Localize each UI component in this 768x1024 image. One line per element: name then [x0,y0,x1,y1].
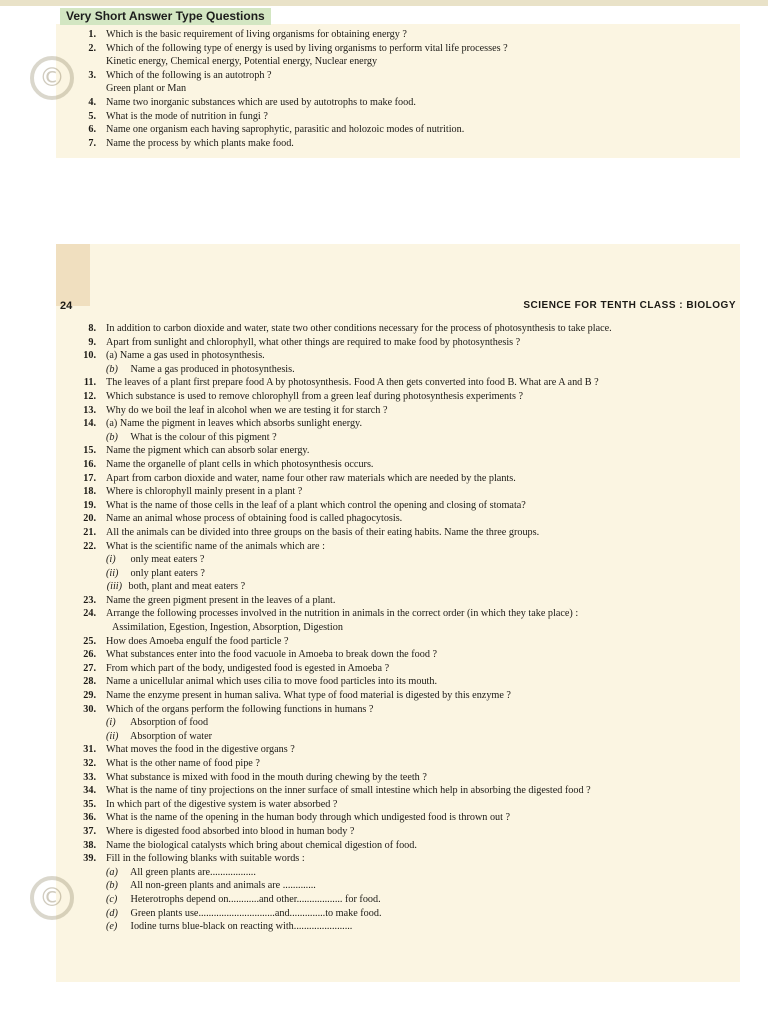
question-options: Assimilation, Egestion, Ingestion, Absorption, Digestion [112,622,343,634]
question-item [70,485,736,499]
question-number: 26. [83,649,96,661]
question-text: Which of the following type of energy is used by living organisms to perform vital life processes ? [106,42,508,54]
section-heading: Very Short Answer Type Questions [60,8,271,25]
question-text: (a) Name the pigment in leaves which absorbs sunlight energy. [106,418,363,430]
question-text: Name the pigment which can absorb solar energy. [106,445,310,457]
question-text: Where is digested food absorbed into blood in human body ? [106,825,355,837]
sub-question-text: only meat eaters ? [128,554,205,566]
question-number: 37. [83,825,96,837]
sub-question [70,730,736,744]
question-item [70,458,736,472]
very-short-question-list [70,28,736,150]
question-text: Name the biological catalysts which bring about chemical digestion of food. [106,839,417,851]
sub-question-label: (b) [106,880,118,892]
question-options: Green plant or Man [106,83,187,95]
question-number: 28. [83,676,96,688]
question-item [70,110,736,124]
question-text: What is the name of tiny projections on the inner surface of small intestine which help in absorbing the digested food ? [106,785,591,797]
sub-question-text: What is the colour of this pigment ? [128,431,277,443]
sub-question-label: (e) [106,921,118,933]
question-text: Name a unicellular animal which uses cilia to move food particles into its mouth. [106,676,438,688]
question-text: From which part of the body, undigested food is egested in Amoeba ? [106,662,390,674]
question-number: 1. [88,29,96,40]
question-item [70,662,736,676]
question-number: 38. [83,839,96,851]
sub-question-label: (b) [106,363,118,375]
question-item [70,798,736,812]
sub-question-text: both, plant and meat eaters ? [126,581,246,593]
question-item [70,404,736,418]
sub-question-text: Green plants use..............................and..............to make food. [128,907,382,919]
question-item [70,757,736,771]
question-text: Which of the following is an autotroph ? [106,69,272,81]
question-number: 27. [83,662,96,674]
question-number: 5. [88,110,96,122]
question-text: What is the other name of food pipe ? [106,758,260,769]
question-number: 19. [83,499,96,511]
question-text: What is the name of the opening in the human body through which undigested food is thrown out ? [106,812,511,824]
question-number: 9. [88,336,96,348]
sub-question [70,866,736,880]
sub-question-text: only plant eaters ? [128,567,205,579]
question-number: 22. [83,540,96,552]
question-text: In which part of the digestive system is water absorbed ? [106,798,338,810]
sub-question [70,431,736,445]
question-number: 33. [83,771,96,783]
question-list [70,322,736,934]
question-item [70,607,736,621]
scan-edge [0,0,768,6]
question-item [70,42,736,56]
sub-question-text: Iodine turns blue-black on reacting with....................... [128,921,353,933]
question-number: 18. [83,486,96,498]
question-item [70,648,736,662]
question-options: Kinetic energy, Chemical energy, Potential energy, Nuclear energy [106,56,378,68]
question-number: 25. [83,635,96,647]
question-item [70,349,736,363]
question-number: 17. [83,472,96,484]
sub-question-label: (i) [106,717,116,729]
sub-question-label: (ii) [106,567,119,579]
question-number: 32. [83,758,96,769]
question-item [70,28,736,42]
question-number: 15. [83,445,96,457]
question-text: Which of the organs perform the following functions in humans ? [106,703,374,715]
sub-question-label: (ii) [106,730,119,742]
page-gap [0,158,768,250]
sub-question-text: Absorption of food [128,717,209,729]
question-text: Arrange the following processes involved in the nutrition in animals in the correct order (in which they take place) : [106,608,579,620]
question-number: 8. [88,323,96,334]
question-number: 29. [83,690,96,702]
question-item [70,839,736,853]
question-text: Apart from carbon dioxide and water, name four other raw materials which are needed by the plants. [106,472,516,484]
sub-question [70,553,736,567]
question-text: Name the organelle of plant cells in which photosynthesis occurs. [106,458,374,470]
sub-question-label: (b) [106,431,118,443]
question-number: 35. [83,798,96,810]
question-item [70,703,736,717]
question-number: 21. [83,526,96,538]
question-item [70,852,736,866]
question-item [70,137,736,151]
question-item [70,689,736,703]
question-number: 7. [88,137,96,149]
question-item [70,96,736,110]
question-number: 23. [83,594,96,606]
sub-question [70,907,736,921]
sub-question-label: (a) [106,866,118,878]
question-number: 24. [83,608,96,620]
sub-question-text: All green plants are.................. [128,866,256,878]
question-text: The leaves of a plant first prepare food A by photosynthesis. Food A then gets converted into food B. What are A and B ? [106,377,599,389]
question-text: Where is chlorophyll mainly present in a plant ? [106,486,303,498]
question-text: Name the green pigment present in the leaves of a plant. [106,594,336,606]
question-text: Name two inorganic substances which are used by autotrophs to make food. [106,96,416,108]
question-number: 12. [83,390,96,402]
question-text: Name an animal whose process of obtaining food is called phagocytosis. [106,513,403,525]
sub-question [70,893,736,907]
question-item [70,322,736,336]
question-text: All the animals can be divided into three groups on the basis of their eating habits. Name the three groups. [106,526,540,538]
question-number: 16. [83,458,96,470]
question-text: Which is the basic requirement of living organisms for obtaining energy ? [106,29,407,40]
question-text: How does Amoeba engulf the food particle ? [106,635,289,647]
question-text: Which substance is used to remove chlorophyll from a green leaf during photosynthesis experiments ? [106,390,524,402]
question-item [70,69,736,83]
question-number: 39. [83,853,96,865]
question-number: 4. [88,96,96,108]
question-number: 2. [88,42,96,54]
question-item [70,635,736,649]
margin-tab [56,244,90,306]
sub-question [70,567,736,581]
question-item [70,540,736,554]
question-number: 13. [83,404,96,416]
question-number: 36. [83,812,96,824]
question-text: What substance is mixed with food in the mouth during chewing by the teeth ? [106,771,427,783]
question-text: Fill in the following blanks with suitable words : [106,853,305,865]
question-text: What is the scientific name of the animals which are : [106,540,325,552]
sub-question-label: (i) [106,554,116,566]
question-item [70,526,736,540]
question-item [70,376,736,390]
question-text: What is the mode of nutrition in fungi ? [106,110,268,122]
question-number: 10. [83,350,96,362]
question-number: 31. [83,744,96,756]
question-item [70,811,736,825]
question-text: (a) Name a gas used in photosynthesis. [106,350,265,362]
question-item [70,417,736,431]
sub-question-text: All non-green plants and animals are ............. [128,880,316,892]
sub-question-text: Heterotrophs depend on............and other.................. for food. [128,893,381,905]
sub-question-text: Absorption of water [128,730,213,742]
sub-question [70,716,736,730]
question-number: 6. [88,124,96,136]
question-item [70,336,736,350]
question-number: 11. [83,377,96,389]
question-item [70,825,736,839]
sub-question [70,580,736,594]
question-text: Name one organism each having saprophytic, parasitic and holozoic modes of nutrition. [106,124,465,136]
question-text: In addition to carbon dioxide and water, state two other conditions necessary for the process of photosynthesis to take place. [106,323,612,334]
sub-question-label: (iii) [106,581,122,593]
sub-question [70,920,736,934]
question-text: What is the name of those cells in the leaf of a plant which control the opening and closing of stomata? [106,499,526,511]
copyright-seal-icon: © [30,876,74,920]
sub-question [70,879,736,893]
question-number: 34. [83,785,96,797]
question-item [70,390,736,404]
sub-question-text: Name a gas produced in photosynthesis. [128,363,295,375]
question-text: Name the process by which plants make food. [106,137,294,149]
question-item [70,123,736,137]
question-number: 30. [83,703,96,715]
question-text: What substances enter into the food vacuole in Amoeba to break down the food ? [106,649,437,661]
question-text: What moves the food in the digestive organs ? [106,744,295,756]
copyright-seal-icon: © [30,56,74,100]
sub-question-label: (d) [106,907,118,919]
question-item [70,784,736,798]
question-item [70,594,736,608]
sub-question-label: (c) [106,893,118,905]
sub-question [70,363,736,377]
question-number: 20. [83,513,96,525]
question-item [70,675,736,689]
question-number: 14. [83,418,96,430]
question-item [70,472,736,486]
question-item [70,512,736,526]
question-item [70,743,736,757]
question-text: Name the enzyme present in human saliva. What type of food material is digested by this enzyme ? [106,690,511,702]
page-number: 24 [60,300,73,312]
question-text: Apart from sunlight and chlorophyll, what other things are required to make food by photosynthesis ? [106,336,521,348]
question-item [70,444,736,458]
question-text: Why do we boil the leaf in alcohol when we are testing it for starch ? [106,404,388,416]
question-item [70,771,736,785]
running-head: SCIENCE FOR TENTH CLASS : BIOLOGY [523,300,736,311]
question-number: 3. [88,69,96,81]
question-item [70,499,736,513]
